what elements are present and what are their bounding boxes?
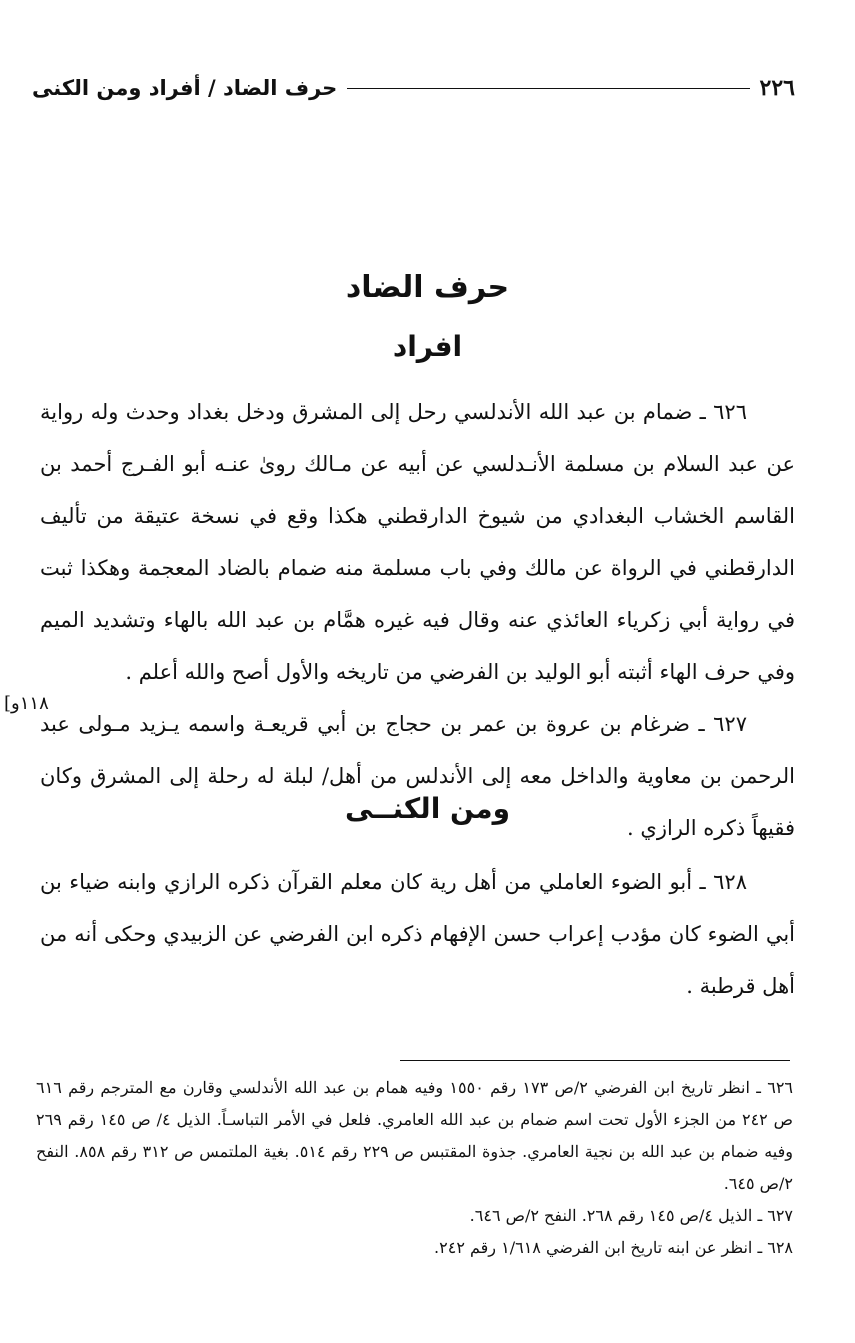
- running-header: [32, 70, 795, 106]
- entry-628: ٦٢٨ ـ أبو الضوء العاملي من أهل رية كان معلم القرآن ذكره الرازي وابنه ضياء بن أبي الضوء كان مؤدب إعراب حسن الإفهام ذكره ابن الفرضي عن الزبيدي وحكى أنه من أهل قرطبة .: [40, 870, 795, 998]
- page-number: ٢٢٦: [759, 75, 795, 101]
- footnote-rule: [400, 1060, 790, 1061]
- folio-margin-note: [١١٨و: [4, 693, 49, 714]
- entries-kuna: [40, 856, 795, 1012]
- footnote-626: ٦٢٦ ـ انظر تاريخ ابن الفرضي ٢/ص ١٧٣ رقم ١٥٥٠ وفيه همام بن عبد الله الأندلسي وقارن مع المترجم رقم ٦١٦ ص ٢٤٢ من الجزء الأول تحت اسم ضمام بن عبد الله العامري. فلعل في الأمر التباسـاً. الذيل ٤/ ص ١٤٥ رقم ٢٦٩ وفيه ضمام بن عبد الله بن نجية العامري. جذوة المقتبس ص ٢٢٩ رقم ٥١٤. بغية الملتمس ص ٣١٢ رقم ٨٥٨. النفح ٢/ص ٦٤٥.: [36, 1078, 794, 1193]
- footnote-627: ٦٢٧ ـ الذيل ٤/ص ١٤٥ رقم ٢٦٨. النفح ٢/ص ٦٤٦.: [469, 1206, 793, 1225]
- section-heading-afrad: افراد: [392, 330, 463, 363]
- footnote-628: ٦٢٨ ـ انظر عن ابنه تاريخ ابن الفرضي ١/٦١٨ رقم ٢٤٢.: [434, 1238, 793, 1257]
- section-heading-kuna: ومن الكنــى: [345, 792, 510, 825]
- header-rule: [347, 88, 749, 89]
- footnotes: [36, 1072, 793, 1264]
- chapter-title: حرف الضاد: [345, 270, 510, 305]
- running-title: حرف الضاد / أفراد ومن الكنى: [32, 76, 338, 100]
- entry-627: ٦٢٧ ـ ضرغام بن عروة بن عمر بن حجاج بن أبي قريعـة واسمه يـزيد مـولى عبد الرحمن بن معاوية والداخل معه إلى الأندلس من أهل/ لبلة له رحلة إلى المشرق وكان فقيهاً ذكره الرازي .: [40, 712, 795, 840]
- entries-afrad: [40, 386, 795, 854]
- entry-626: ٦٢٦ ـ ضمام بن عبد الله الأندلسي رحل إلى المشرق ودخل بغداد وحدث وله رواية عن عبد السلام بن مسلمة الأنـدلسي عن أبيه عن مـالك روىٰ عنـه أبو الفـرج أحمد بن القاسم الخشاب البغدادي من شيوخ الدارقطني هكذا وقع في نسخة عتيقة من تأليف الدارقطني في الرواة عن مالك وفي باب مسلمة منه ضمام بالضاد المعجمة وهكذا ثبت في رواية أبي زكرياء العائذي عنه وقال فيه غيره همَّام بن عبد الله بالهاء وتشديد الميم وفي حرف الهاء أثبته أبو الوليد بن الفرضي من تاريخه والأول أصح والله أعلم .: [40, 400, 795, 684]
